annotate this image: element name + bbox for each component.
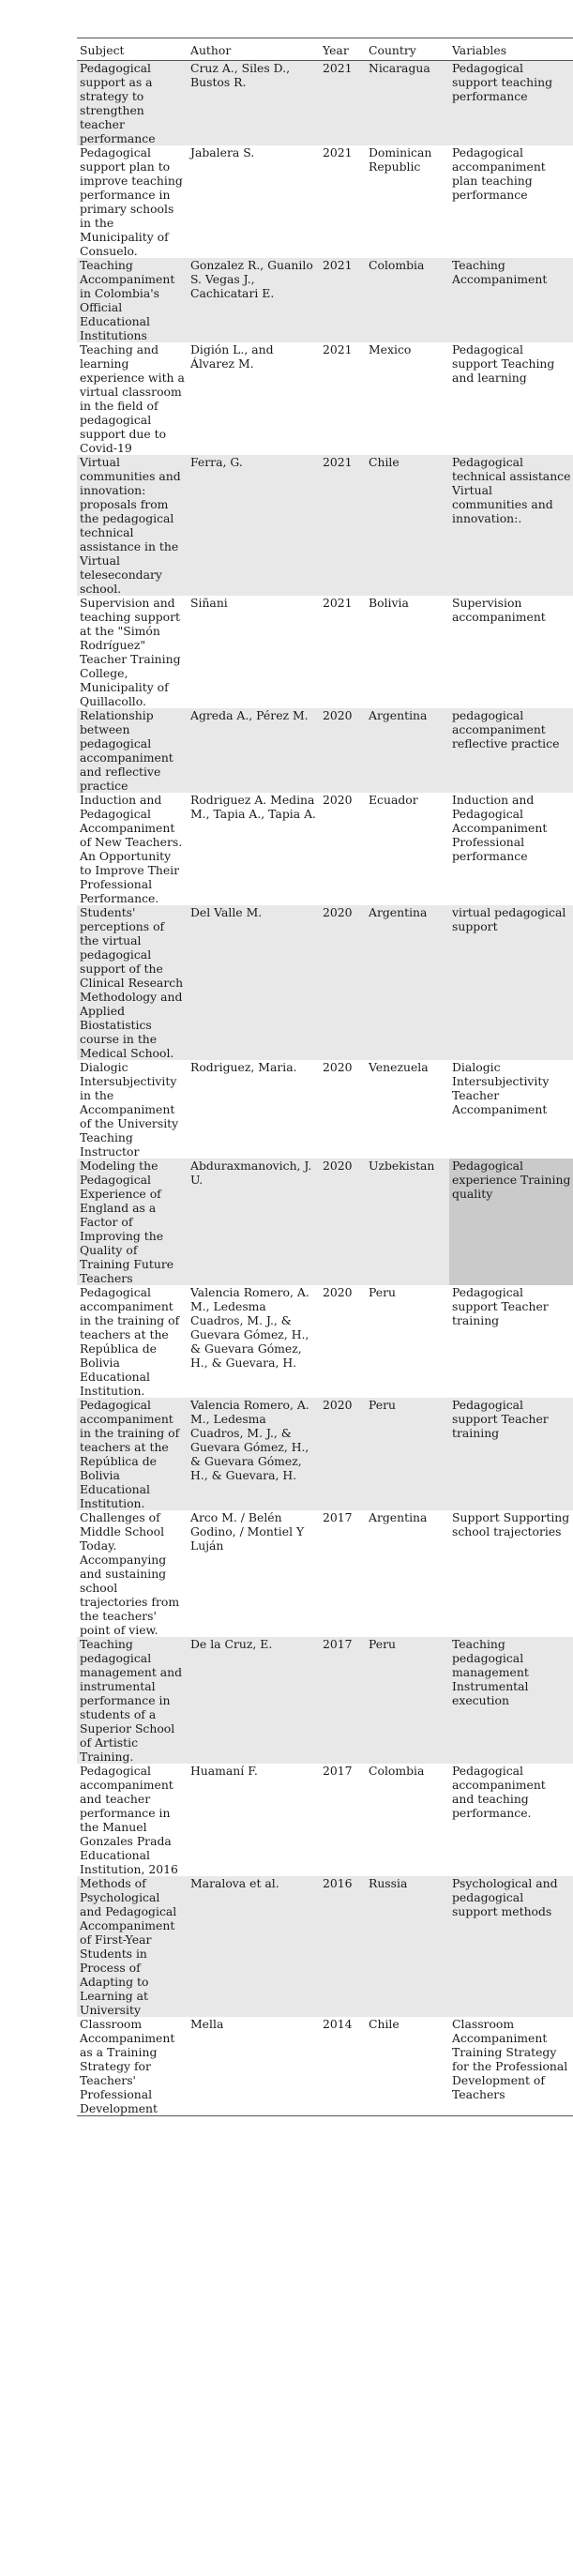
cell-subject: Relationship between pedagogical accompaniment and reflective practice bbox=[77, 708, 188, 793]
cell-author: Valencia Romero, A. M., Ledesma Cuadros, M. J., & Guevara Gómez, H., & Guevara Gómez, H., & Guevara, H. bbox=[188, 1285, 320, 1398]
cell-author: De la Cruz, E. bbox=[188, 1637, 320, 1764]
cell-country: Russia bbox=[366, 1876, 449, 2017]
cell-year: 2020 bbox=[320, 905, 366, 1060]
cell-year: 2020 bbox=[320, 1398, 366, 1510]
cell-variables: virtual pedagogical support bbox=[449, 905, 573, 1060]
cell-variables: Induction and Pedagogical Accompaniment Professional performance bbox=[449, 793, 573, 905]
cell-country: Chile bbox=[366, 2017, 449, 2116]
cell-country: Bolivia bbox=[366, 596, 449, 708]
cell-author: Abduraxmanovich, J. U. bbox=[188, 1159, 320, 1285]
cell-author: Maralova et al. bbox=[188, 1876, 320, 2017]
table-row bbox=[77, 455, 573, 596]
cell-subject: Challenges of Middle School Today. Accompanying and sustaining school trajectories from the teachers' point of view. bbox=[77, 1510, 188, 1637]
cell-country: Uzbekistan bbox=[366, 1159, 449, 1285]
cell-subject: Classroom Accompaniment as a Training Strategy for Teachers' Professional Development bbox=[77, 2017, 188, 2116]
table-row bbox=[77, 342, 573, 455]
cell-subject: Students' perceptions of the virtual pedagogical support of the Clinical Research Methodology and Applied Biostatistics course in the Medical School. bbox=[77, 905, 188, 1060]
cell-subject: Dialogic Intersubjectivity in the Accompaniment of the University Teaching Instructor bbox=[77, 1060, 188, 1159]
cell-country: Argentina bbox=[366, 1510, 449, 1637]
cell-author: Rodriguez, Maria. bbox=[188, 1060, 320, 1159]
cell-year: 2016 bbox=[320, 1876, 366, 2017]
cell-author: Siñani bbox=[188, 596, 320, 708]
cell-year: 2021 bbox=[320, 342, 366, 455]
cell-year: 2021 bbox=[320, 145, 366, 258]
cell-author: Cruz A., Siles D., Bustos R. bbox=[188, 61, 320, 146]
cell-variables: Classroom Accompaniment Training Strategy for the Professional Development of Teachers bbox=[449, 2017, 573, 2116]
cell-subject: Pedagogical accompaniment in the training of teachers at the República de Bolivia Educational Institution. bbox=[77, 1398, 188, 1510]
cell-country: Ecuador bbox=[366, 793, 449, 905]
cell-variables: pedagogical accompaniment reflective practice bbox=[449, 708, 573, 793]
table-row bbox=[77, 1637, 573, 1764]
table-body bbox=[77, 61, 573, 2116]
cell-year: 2020 bbox=[320, 1159, 366, 1285]
cell-subject: Modeling the Pedagogical Experience of England as a Factor of Improving the Quality of Training Future Teachers bbox=[77, 1159, 188, 1285]
cell-author: Digión L., and Álvarez M. bbox=[188, 342, 320, 455]
cell-variables: Teaching pedagogical management Instrumental execution bbox=[449, 1637, 573, 1764]
cell-variables: Pedagogical support Teacher training bbox=[449, 1398, 573, 1510]
cell-subject: Pedagogical accompaniment and teacher performance in the Manuel Gonzales Prada Educational Institution, 2016 bbox=[77, 1764, 188, 1876]
cell-author: Valencia Romero, A. M., Ledesma Cuadros, M. J., & Guevara Gómez, H., & Guevara Gómez, H., & Guevara, H. bbox=[188, 1398, 320, 1510]
cell-year: 2020 bbox=[320, 793, 366, 905]
header-country: Country bbox=[369, 43, 416, 57]
cell-subject: Virtual communities and innovation: proposals from the pedagogical technical assistance in the Virtual telesecondary school. bbox=[77, 455, 188, 596]
cell-country: Peru bbox=[366, 1285, 449, 1398]
cell-year: 2021 bbox=[320, 61, 366, 146]
cell-country: Chile bbox=[366, 455, 449, 596]
table-row bbox=[77, 61, 573, 146]
cell-subject: Induction and Pedagogical Accompaniment of New Teachers. An Opportunity to Improve Their Professional Performance. bbox=[77, 793, 188, 905]
table-row bbox=[77, 1876, 573, 2017]
table-row bbox=[77, 1764, 573, 1876]
cell-year: 2021 bbox=[320, 455, 366, 596]
cell-subject: Pedagogical support as a strategy to strengthen teacher performance bbox=[77, 61, 188, 146]
header-row bbox=[77, 38, 573, 61]
cell-variables: Support Supporting school trajectories bbox=[449, 1510, 573, 1637]
cell-country: Mexico bbox=[366, 342, 449, 455]
table-row bbox=[77, 1285, 573, 1398]
table-row bbox=[77, 708, 573, 793]
table-header bbox=[77, 38, 573, 61]
table-row bbox=[77, 905, 573, 1060]
cell-country: Dominican Republic bbox=[366, 145, 449, 258]
cell-country: Colombia bbox=[366, 258, 449, 342]
cell-variables: Psychological and pedagogical support methods bbox=[449, 1876, 573, 2017]
cell-subject: Teaching Accompaniment in Colombia's Official Educational Institutions bbox=[77, 258, 188, 342]
table-row bbox=[77, 1510, 573, 1637]
table-row bbox=[77, 793, 573, 905]
cell-author: Ferra, G. bbox=[188, 455, 320, 596]
cell-year: 2017 bbox=[320, 1764, 366, 1876]
cell-author: Del Valle M. bbox=[188, 905, 320, 1060]
cell-variables: Dialogic Intersubjectivity Teacher Accompaniment bbox=[449, 1060, 573, 1159]
header-variables: Variables bbox=[452, 43, 507, 57]
cell-author: Agreda A., Pérez M. bbox=[188, 708, 320, 793]
cell-variables: Pedagogical support Teacher training bbox=[449, 1285, 573, 1398]
literature-table-container bbox=[77, 38, 573, 2116]
table-row bbox=[77, 145, 573, 258]
table-row bbox=[77, 258, 573, 342]
header-year: Year bbox=[323, 43, 349, 57]
cell-country: Nicaragua bbox=[366, 61, 449, 146]
table-row bbox=[77, 1060, 573, 1159]
cell-year: 2017 bbox=[320, 1510, 366, 1637]
cell-variables: Teaching Accompaniment bbox=[449, 258, 573, 342]
cell-variables: Pedagogical accompaniment and teaching performance. bbox=[449, 1764, 573, 1876]
cell-subject: Teaching and learning experience with a virtual classroom in the field of pedagogical support due to Covid-19 bbox=[77, 342, 188, 455]
table-row bbox=[77, 1398, 573, 1510]
table-row bbox=[77, 2017, 573, 2116]
cell-country: Argentina bbox=[366, 708, 449, 793]
cell-year: 2017 bbox=[320, 1637, 366, 1764]
cell-author: Gonzalez R., Guanilo S. Vegas J., Cachicatari E. bbox=[188, 258, 320, 342]
cell-year: 2020 bbox=[320, 1285, 366, 1398]
cell-country: Venezuela bbox=[366, 1060, 449, 1159]
cell-author: Arco M. / Belén Godino, / Montiel Y Luján bbox=[188, 1510, 320, 1637]
cell-author: Huamaní F. bbox=[188, 1764, 320, 1876]
cell-country: Peru bbox=[366, 1637, 449, 1764]
cell-variables: Supervision accompaniment bbox=[449, 596, 573, 708]
cell-variables: Pedagogical support Teaching and learning bbox=[449, 342, 573, 455]
table-row bbox=[77, 596, 573, 708]
cell-variables: Pedagogical experience Training quality bbox=[449, 1159, 573, 1285]
header-author: Author bbox=[190, 43, 232, 57]
cell-year: 2020 bbox=[320, 708, 366, 793]
cell-year: 2014 bbox=[320, 2017, 366, 2116]
cell-subject: Pedagogical accompaniment in the training of teachers at the República de Bolivia Educational Institution. bbox=[77, 1285, 188, 1398]
cell-country: Peru bbox=[366, 1398, 449, 1510]
cell-author: Jabalera S. bbox=[188, 145, 320, 258]
cell-year: 2020 bbox=[320, 1060, 366, 1159]
cell-country: Colombia bbox=[366, 1764, 449, 1876]
cell-country: Argentina bbox=[366, 905, 449, 1060]
cell-variables: Pedagogical accompaniment plan teaching performance bbox=[449, 145, 573, 258]
cell-year: 2021 bbox=[320, 596, 366, 708]
cell-subject: Pedagogical support plan to improve teaching performance in primary schools in the Municipality of Consuelo. bbox=[77, 145, 188, 258]
table-row bbox=[77, 1159, 573, 1285]
cell-variables: Pedagogical support teaching performance bbox=[449, 61, 573, 146]
cell-subject: Methods of Psychological and Pedagogical Accompaniment of First-Year Students in Process of Adapting to Learning at University bbox=[77, 1876, 188, 2017]
cell-year: 2021 bbox=[320, 258, 366, 342]
cell-variables: Pedagogical technical assistance Virtual communities and innovation:. bbox=[449, 455, 573, 596]
cell-author: Mella bbox=[188, 2017, 320, 2116]
cell-author: Rodriguez A. Medina M., Tapia A., Tapia A. bbox=[188, 793, 320, 905]
cell-subject: Teaching pedagogical management and instrumental performance in students of a Superior School of Artistic Training. bbox=[77, 1637, 188, 1764]
cell-subject: Supervision and teaching support at the "Simón Rodríguez" Teacher Training College, Municipality of Quillacollo. bbox=[77, 596, 188, 708]
header-subject: Subject bbox=[80, 43, 125, 57]
literature-table bbox=[77, 38, 573, 2116]
